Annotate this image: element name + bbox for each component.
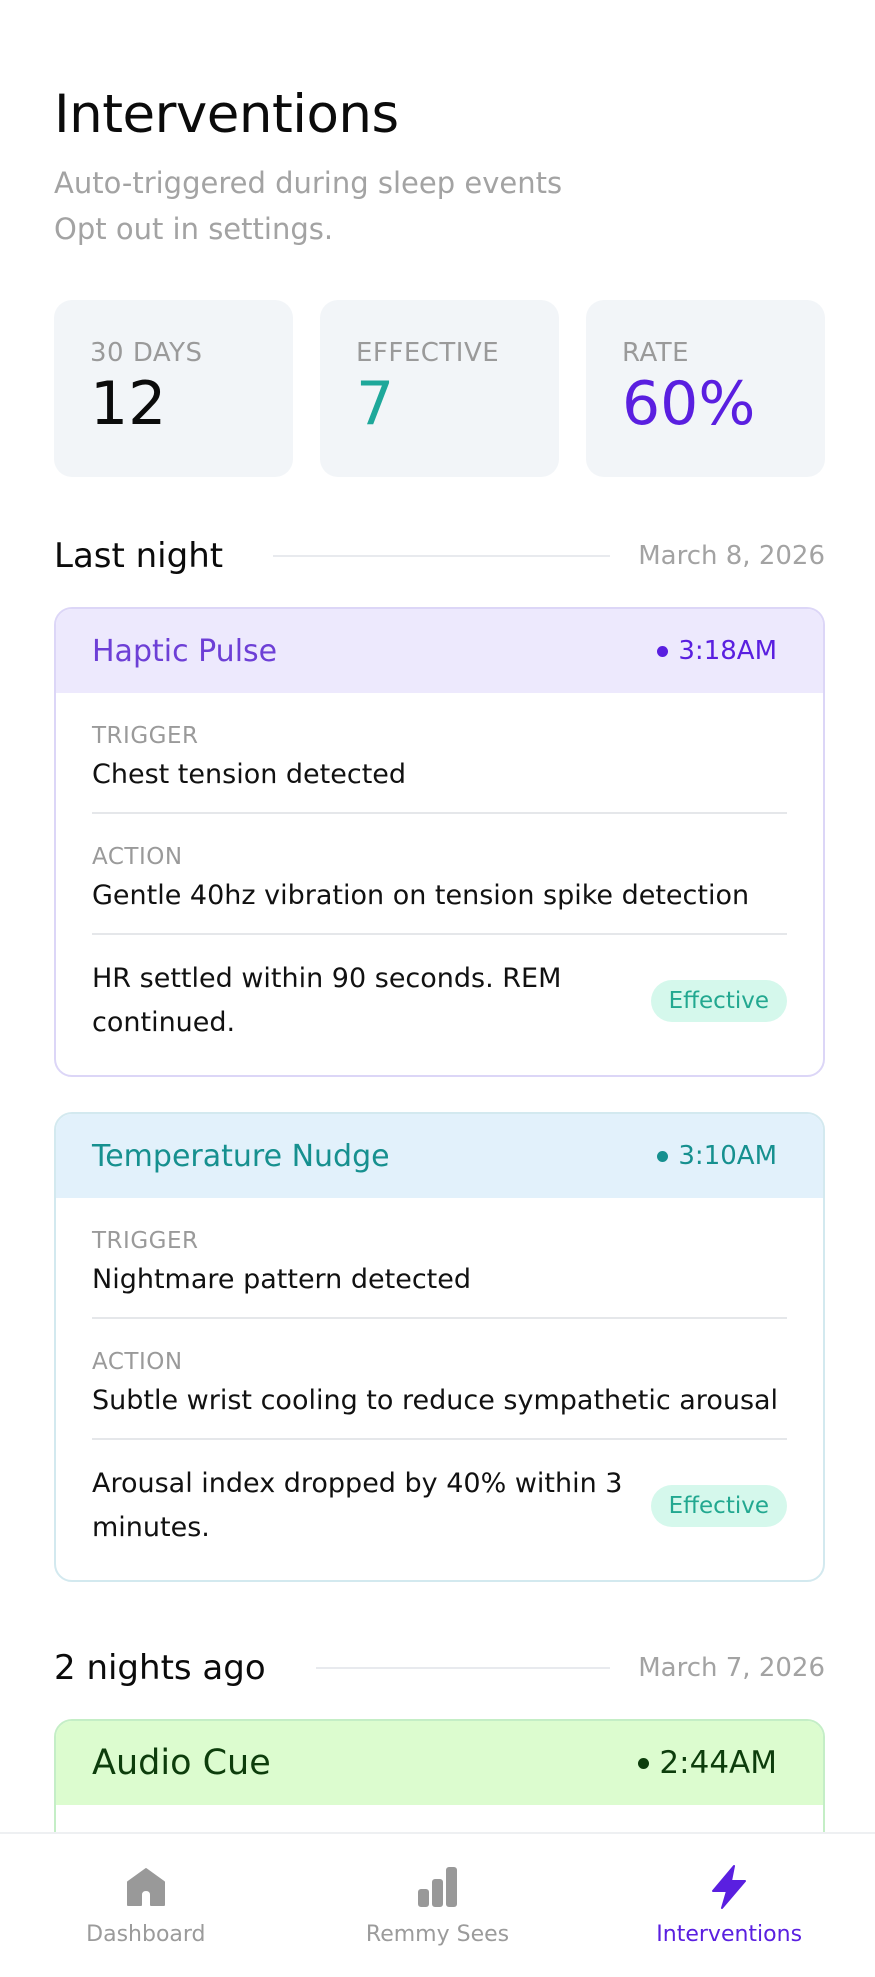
subtitle-line-1: Auto-triggered during sleep events [54,166,563,200]
time-text: 2:44AM [659,1745,777,1781]
action-text: Gentle 40hz vibration on tension spike detection [92,880,750,911]
stat-value: 7 [356,369,395,439]
effective-badge: Effective [651,1485,787,1527]
card-body [56,693,823,1075]
intervention-time [657,1141,777,1171]
trigger-text: Nightmare pattern detected [92,1264,472,1295]
lightning-icon [706,1864,752,1910]
action-label: ACTION [92,844,183,870]
nav-item-dashboard[interactable] [0,1834,292,1977]
intervention-name: Temperature Nudge [92,1138,390,1174]
section-header-last-night [54,531,825,581]
result-row [92,1440,787,1580]
stat-label: 30 DAYS [90,338,203,368]
section-date: March 8, 2026 [638,541,825,571]
stat-card-rate [586,300,825,477]
result-row [92,935,787,1075]
bottom-nav [0,1832,875,1977]
section-title: Last night [54,536,224,576]
subtitle-line-2: Opt out in settings. [54,212,334,246]
card-header [56,609,823,693]
action-row [92,814,787,935]
stats-row [54,300,825,477]
action-row [92,1319,787,1440]
intervention-time [657,636,777,666]
section-title: 2 nights ago [54,1648,266,1688]
intervention-time [638,1745,777,1781]
intervention-name: Audio Cue [92,1743,271,1783]
trigger-row [92,1198,787,1319]
nav-item-remmy-sees[interactable] [292,1834,584,1977]
result-text: Arousal index dropped by 40% within 3 minutes. [92,1468,623,1543]
stat-value: 12 [90,369,167,439]
home-icon [123,1864,169,1910]
nav-item-interventions[interactable] [583,1834,875,1977]
stat-card-30-days [54,300,293,477]
nav-label: Interventions [656,1922,803,1947]
status-dot-icon [657,646,668,657]
section-divider [316,1667,611,1669]
status-dot-icon [638,1758,649,1769]
stat-value: 60% [622,369,756,439]
section-header-2-nights-ago [54,1643,825,1693]
intervention-name: Haptic Pulse [92,633,278,669]
card-body [56,1198,823,1580]
section-divider [273,555,610,557]
bar-chart-icon [415,1864,461,1910]
action-text: Subtle wrist cooling to reduce sympathetic arousal [92,1385,779,1416]
status-dot-icon [657,1151,668,1162]
stat-card-effective [320,300,559,477]
page-subtitle [54,160,562,252]
intervention-card-haptic-pulse[interactable] [54,607,825,1077]
trigger-label: TRIGGER [92,1228,199,1254]
nav-label: Remmy Sees [365,1922,510,1947]
time-text: 3:10AM [678,1141,777,1171]
page-title: Interventions [54,84,399,145]
trigger-label: TRIGGER [92,723,199,749]
effective-badge: Effective [651,980,787,1022]
nav-label: Dashboard [86,1922,206,1947]
section-date: March 7, 2026 [638,1653,825,1683]
stat-label: EFFECTIVE [356,338,500,368]
card-header [56,1721,823,1805]
time-text: 3:18AM [678,636,777,666]
trigger-row [92,693,787,814]
stat-label: RATE [622,338,690,368]
intervention-card-temperature-nudge[interactable] [54,1112,825,1582]
action-label: ACTION [92,1349,183,1375]
card-header [56,1114,823,1198]
trigger-text: Chest tension detected [92,759,407,790]
result-text: HR settled within 90 seconds. REM continued. [92,963,562,1038]
